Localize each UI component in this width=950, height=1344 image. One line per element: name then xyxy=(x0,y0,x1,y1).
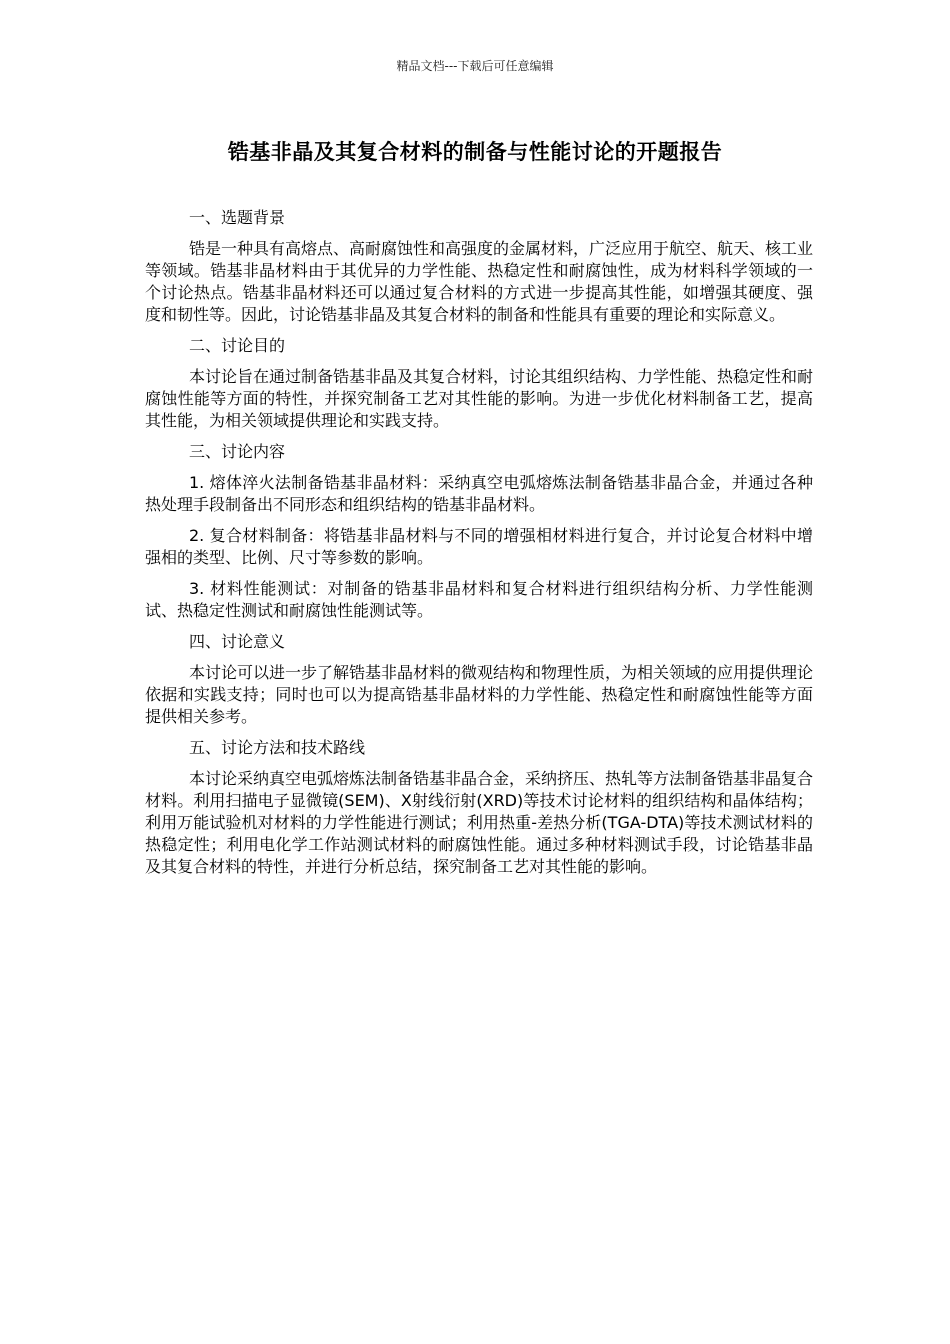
document-body xyxy=(145,207,813,887)
paragraph: 本讨论可以进一步了解锆基非晶材料的微观结构和物理性质，为相关领域的应用提供理论依据和实践支持；同时也可以为提高锆基非晶材料的力学性能、热稳定性和耐腐蚀性能等方面提供相关参考。 xyxy=(145,663,814,726)
section-significance xyxy=(145,631,813,728)
paragraph: 本讨论采纳真空电弧熔炼法制备锆基非晶合金，采纳挤压、热轧等方法制备锆基非晶复合材料。利用扫描电子显微镜(SEM)、X射线衍射(XRD)等技术讨论材料的组织结构和晶体结构；利用万能试验机对材料的力学性能进行测试；利用热重-差热分析(TGA-DTA)等技术测试材料的热稳定性；利用电化学工作站测试材料的耐腐蚀性能。通过多种材料测试手段，讨论锆基非晶及其复合材料的特性，并进行分析总结，探究制备工艺对其性能的影响。 xyxy=(145,769,814,876)
section-heading: 二、讨论目的 xyxy=(189,336,286,355)
section-heading: 三、讨论内容 xyxy=(189,442,286,461)
section-heading: 一、选题背景 xyxy=(189,208,286,227)
section-content xyxy=(145,441,813,622)
section-background xyxy=(145,207,813,326)
paragraph: 3. 材料性能测试：对制备的锆基非晶材料和复合材料进行组织结构分析、力学性能测试、热稳定性测试和耐腐蚀性能测试等。 xyxy=(145,579,813,620)
paragraph: 本讨论旨在通过制备锆基非晶及其复合材料，讨论其组织结构、力学性能、热稳定性和耐腐蚀性能等方面的特性，并探究制备工艺对其性能的影响。为进一步优化材料制备工艺，提高其性能，为相关领域提供理论和实践支持。 xyxy=(145,367,814,430)
paragraph: 1. 熔体淬火法制备锆基非晶材料：采纳真空电弧熔炼法制备锆基非晶合金，并通过各种热处理手段制备出不同形态和组织结构的锆基非晶材料。 xyxy=(145,473,813,514)
paragraph: 2. 复合材料制备：将锆基非晶材料与不同的增强相材料进行复合，并讨论复合材料中增强相的类型、比例、尺寸等参数的影响。 xyxy=(145,526,813,567)
section-purpose xyxy=(145,335,813,432)
section-heading: 五、讨论方法和技术路线 xyxy=(189,738,366,757)
paragraph: 锆是一种具有高熔点、高耐腐蚀性和高强度的金属材料，广泛应用于航空、航天、核工业等领域。锆基非晶材料由于其优异的力学性能、热稳定性和耐腐蚀性，成为材料科学领域的一个讨论热点。锆基非晶材料还可以通过复合材料的方式进一步提高其性能，如增强其硬度、强度和韧性等。因此，讨论锆基非晶及其复合材料的制备和性能具有重要的理论和实际意义。 xyxy=(145,239,814,324)
document-title: 锆基非晶及其复合材料的制备与性能讨论的开题报告 xyxy=(227,140,723,164)
section-methods xyxy=(145,737,813,878)
page-header: 精品文档---下载后可任意编辑 xyxy=(396,59,554,73)
section-heading: 四、讨论意义 xyxy=(189,632,286,651)
